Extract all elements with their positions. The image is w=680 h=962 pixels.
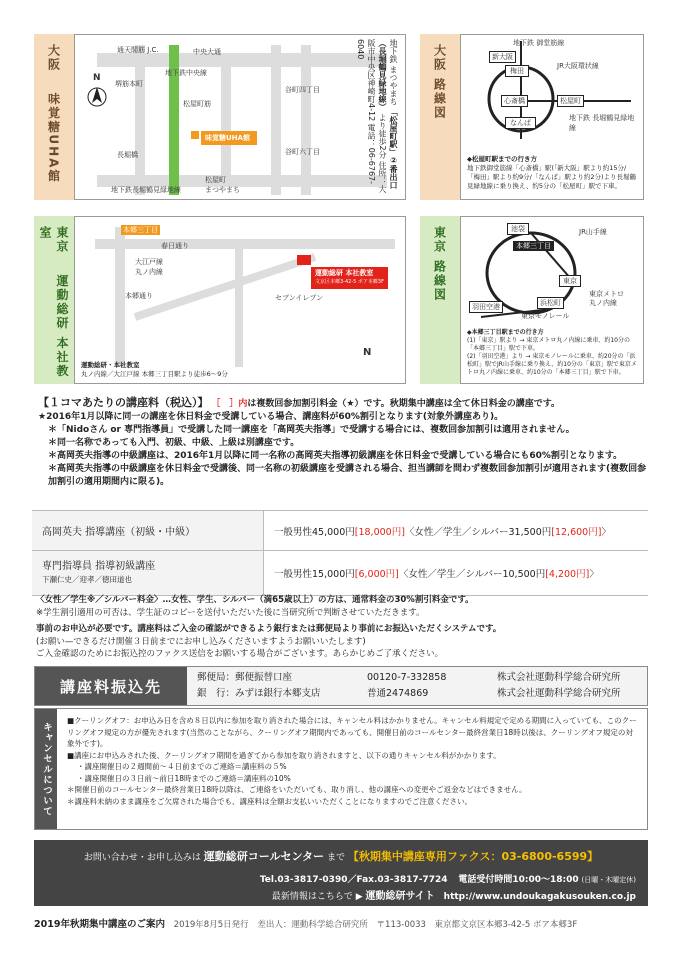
osaka-map-sakaisuji: 堺筋本町 (115, 80, 143, 88)
tokyo-route-label: 東京 路線図 (432, 226, 447, 303)
transfer-details (187, 667, 647, 705)
price-row1-close: 〉 (601, 526, 611, 538)
osaka-access-note: ◆松屋町駅までの行き方 地下鉄御堂筋線「心斎橋」駅(「新大阪」駅より約15分/「梅田」駅より約9分/「なんば」駅より約2分)より長堀鶴見緑地線に乗り換え、約5分の「松屋町」駅で下車。 (467, 155, 636, 190)
cancel-p6: ＊講座料未納のまま講座をご欠席された場合でも、講座料は全額お支払いいただくことになりますのでご注意ください。 (67, 796, 472, 806)
cancel-p3: ・講座開催日の２週間前～４日前までのご連絡＝講座料の５% (77, 762, 287, 771)
note-line2: ※学生割引適用の可否は、学生証のコピーを送付いただいた後に当研究所で判断させていただきます。 (36, 607, 425, 618)
price-row1-other-disc: [12,600円] (551, 526, 602, 538)
footer-addr: 〒113-0033 東京都文京区本郷3-42-5 ボア本郷3F (376, 920, 578, 930)
osaka-route-tag1: 地下鉄 御堂筋線 (513, 39, 565, 47)
price-row2-sub: 下瀬仁史／迎孝／徳田道也 (42, 575, 132, 584)
osaka-map-tsusangyo: 通天閣筋 J.C. (117, 46, 159, 54)
price-row2-close: 〉 (589, 569, 599, 580)
fee-section (38, 396, 648, 489)
transfer-row2-num: 普通2474869 (367, 688, 429, 699)
price-row2-other-disc: [4,200円] (545, 569, 590, 580)
tokyo-map-seven: セブンイレブン (275, 294, 324, 302)
footer-date: 2019年8月5日発行 (173, 920, 249, 930)
osaka-route-namba: なんば (505, 117, 536, 129)
osaka-map-tanimachi4: 谷町四丁目 (285, 86, 320, 94)
cancel-p1: ■クーリングオフ：お申込み日を含め８日以内に参加を取り消された場合には、キャンセル料はかかりません。キャンセル料規定で定める期間に入っていても、このクーリングオフ規定の方が優先されます(当然のことながら、クーリングオフ期間内であっても、開催日前のコールセンター最終営業日18時以後は、クーリングオフ規定の対象外です)。 (67, 716, 637, 748)
footer-sender: 差出人：運動科学総合研究所 (257, 920, 368, 930)
fee-title-line (38, 396, 648, 411)
contact-made: まで (326, 853, 345, 863)
cancel-body (57, 709, 647, 829)
price-row1-general-disc: [18,000円] (354, 526, 405, 538)
tokyo-map-kasuga: 春日通り (161, 242, 189, 250)
price-table (32, 510, 648, 596)
tokyo-route-ikebukuro: 池袋 (507, 223, 529, 235)
contact-hours: 電話受付時間10:00～18:00 (458, 875, 579, 885)
transfer-row1-num: 00120-7-332858 (367, 672, 447, 683)
osaka-map-matsuyamachi: 松屋町 (205, 176, 226, 184)
fee-title-note: は複数回参加割引料金（★）です。秋期集中講座は全て休日料金の講座です。 (247, 399, 561, 409)
price-row1-general: 一般男性45,000円 (274, 526, 355, 538)
fee-bracket: ［ ］内 (211, 399, 248, 409)
osaka-route-map (460, 34, 644, 200)
tokyo-route-tokyo: 東京 (559, 275, 581, 287)
cancel-p2: ■講座にお申込みされた後、クーリングオフ期間を過ぎてから参加を取り消されますと、以下の通りキャンセル料がかかります。 (67, 750, 501, 760)
osaka-route-label: 大阪 路線図 (432, 44, 447, 121)
arrow-icon: ▶ (355, 892, 363, 902)
contact-intro: お問い合わせ・お申し込みは (83, 853, 201, 863)
note-line4: (お願い—できるだけ開催３日前までにお申し込みくださいますようお願いいたします) (36, 636, 366, 647)
osaka-route-sidebar (420, 34, 460, 200)
price-row1-other: 〈女性／学生／シルバー31,500円 (404, 526, 552, 538)
fee-star4: ＊高岡英夫指導の中級講座は、2016年1月以降に同一名称の高岡英夫指導初級講座を休日料金で受講している場合にも60%割引となります。 (48, 451, 623, 461)
osaka-map-uha: 味覚糖UHA館 (205, 134, 250, 142)
contact-line1 (44, 848, 638, 864)
tokyo-city-label: 東京 (55, 226, 69, 254)
osaka-map-nagahori: 長堀橋 (117, 151, 138, 159)
transfer-row1-label: 郵便局：郵便振替口座 (197, 672, 293, 683)
tokyo-map-oedo: 大江戸線 (135, 258, 163, 266)
transfer-box (34, 666, 648, 706)
note-line1: 〈女性／学生※／シルバー料金〉…女性、学生、シルバー（満65歳以上）の方は、通常料金の30%割引料金です。 (36, 595, 474, 605)
contact-line2 (260, 872, 636, 885)
tokyo-route-yamanote: JR山手線 (579, 228, 607, 236)
cancel-box (34, 708, 648, 830)
contact-line3 (272, 887, 636, 902)
transfer-title: 講座料振込先 (35, 667, 187, 705)
osaka-map-tanimachi6: 谷町六丁目 (285, 148, 320, 156)
osaka-map (74, 34, 406, 200)
osaka-map-chuo: 中央大通 (193, 48, 221, 56)
price-row2-label: 専門指導員 指導初級講座 (42, 561, 156, 572)
price-row2-general-disc: [6,000円] (354, 569, 399, 580)
footer (34, 916, 654, 930)
contact-tel: Tel.03-3817-0390／Fax.03-3817-7724 (259, 875, 448, 885)
tokyo-building-label: 運動総研 本社教室 (38, 226, 69, 379)
fee-notes (36, 594, 648, 661)
tokyo-access-note: ◆本郷三丁目駅までの行き方 (1)「東京」駅より → 東京メトロ丸ノ内線に乗車、約10分の「本郷三丁目」駅で下車。 (2)「羽田空港」より → 東京モノレールに乗車、約20分の「浜松町」駅でJR山手線に乗り換え、約10分の「東京」駅で東京メトロ丸ノ内線に乗車、約10分の「本郷三丁目」駅で下車。 (467, 329, 637, 376)
osaka-map-hommachi: 地下鉄中央線 (165, 69, 207, 77)
tokyo-map-sidebar (34, 216, 74, 384)
tokyo-route-monorail: 東京モノレール (521, 312, 570, 320)
cancel-title-wrap (35, 709, 57, 829)
note-line3: 事前のお申込が必要です。講座料はご入金の確認ができるよう銀行または郵便局より事前にお振込いただくシステムです。 (36, 624, 502, 634)
tokyo-map-hongodori: 本郷通り (125, 292, 153, 300)
fee-star1: ★2016年1月以降に同一の講座を休日料金で受講している場合、講座料が60%割引となります(対象外講座あり)。 (38, 412, 504, 422)
tokyo-map-caption: 運動総研・本社教室 丸ノ内線／大江戸線 本郷三丁目駅より徒歩6～9分 (81, 361, 228, 378)
tokyo-map-marunouchi: 丸ノ内線 (135, 268, 163, 276)
cancel-p4: ・講座開催日の３日前～前日18時までのご連絡＝講座料の10% (77, 773, 291, 783)
price-row2-general: 一般男性15,000円 (274, 569, 355, 580)
osaka-map-sidebar (34, 34, 74, 200)
cancel-p5: ＊開催日前のコールセンター最終営業日18時以降は、ご連絡をいただいても、取り消し、他の講座への変更やご返金などはできません。 (67, 785, 527, 794)
tokyo-route-metro: 東京メトロ (589, 290, 624, 298)
fee-star3: ＊同一名称であっても入門、初級、中級、上級は別講座です。 (48, 438, 300, 448)
price-row1-label: 高岡英夫 指導講座（初級・中級） (42, 527, 196, 538)
tokyo-map-hongo3: 本郷三丁目 (123, 226, 158, 234)
price-row2-other: 〈女性／学生／シルバー10,500円 (398, 569, 546, 580)
tokyo-route-sidebar (420, 216, 460, 384)
contact-site[interactable]: 運動総研サイト (365, 891, 435, 902)
transfer-row2-name: 株式会社運動科学総合研究所 (497, 688, 621, 699)
osaka-map-matsuyamachi-kana: まつやまち (205, 186, 240, 194)
contact-hours-note: (日曜・木曜定休) (581, 876, 636, 884)
fee-star2: ＊「Nidoさん or 専門指導員」で受講した同一講座を「高岡英夫指導」で受講する場合には、複数回参加割引は適用されません。 (48, 425, 575, 435)
fee-star5: ＊高岡英夫指導の中級講座を休日料金で受講後、同一名称の初級講座を受講される場合、担当講師を問わず複数回参加割引が適用されます(複数回参加割引の適用期間内に限る)。 (48, 464, 647, 487)
contact-url[interactable]: http://www.undoukagakusouken.co.jp (443, 892, 636, 902)
tokyo-map (74, 216, 406, 384)
osaka-map-matsuyamachi-st: 松屋町筋 (183, 100, 211, 108)
osaka-map-subway: 地下鉄長堀鶴見緑地線 (111, 186, 181, 194)
fee-title: 【１コマあたりの講座料（税込）】 (38, 396, 209, 409)
contact-box (34, 840, 648, 906)
note-line5: ご入金確認のためにお振込控のファクス送信をお願いする場合がございます。あらかじめご了承ください。 (36, 649, 444, 659)
osaka-route-matsuyamachi: 松屋町 (557, 95, 584, 107)
osaka-map-n: N (93, 73, 101, 83)
osaka-address: 地下鉄 まつやまち 「松屋町駅」②番出口（長堀鶴見緑地線） より徒歩2分 住所：大阪市中央区神崎町4-12 電話：06-6767-6040 (356, 39, 398, 194)
tokyo-route-hamamatsucho: 浜松町 (537, 297, 564, 309)
tokyo-route-hongo3: 本郷三丁目 (513, 241, 554, 251)
price-row-takaoka (32, 511, 648, 551)
osaka-route-shinosaka: 新大阪 (489, 51, 516, 63)
osaka-route-jr: JR大阪環状線 (557, 62, 599, 70)
osaka-route-shinsaibashi: 心斎橋 (501, 95, 528, 107)
transfer-row1-name: 株式会社運動科学総合研究所 (497, 672, 621, 683)
osaka-route-umeda: 梅田 (505, 65, 529, 77)
contact-latest: 最新情報はこちらで (271, 892, 353, 902)
osaka-route-tag2: 地下鉄 長堀鶴見緑地線 (569, 114, 635, 132)
transfer-row2-label: 銀 行：みずほ銀行本郷支店 (197, 688, 321, 699)
tokyo-route-haneda: 羽田空港 (469, 301, 503, 313)
tokyo-route-map (460, 216, 644, 384)
footer-title: 2019年秋期集中講座のご案内 (34, 919, 165, 930)
price-row-specialist (32, 551, 648, 595)
tokyo-route-marunouchi: 丸ノ内線 (589, 299, 617, 307)
tokyo-map-hq-box: 運動総研 本社教室 文京区本郷3-42-5 ボア本郷3F (311, 267, 388, 289)
cancel-title: キャンセルについて (41, 721, 52, 817)
contact-fax-label: 【秋期集中講座専用ファクス：03-6800-6599】 (347, 850, 599, 863)
tokyo-map-n: N (363, 347, 372, 358)
osaka-building-label: 味覚糖UHA館 (46, 92, 61, 184)
contact-center: 運動総研コールセンター (203, 850, 325, 863)
osaka-city-label: 大阪 (46, 44, 61, 72)
